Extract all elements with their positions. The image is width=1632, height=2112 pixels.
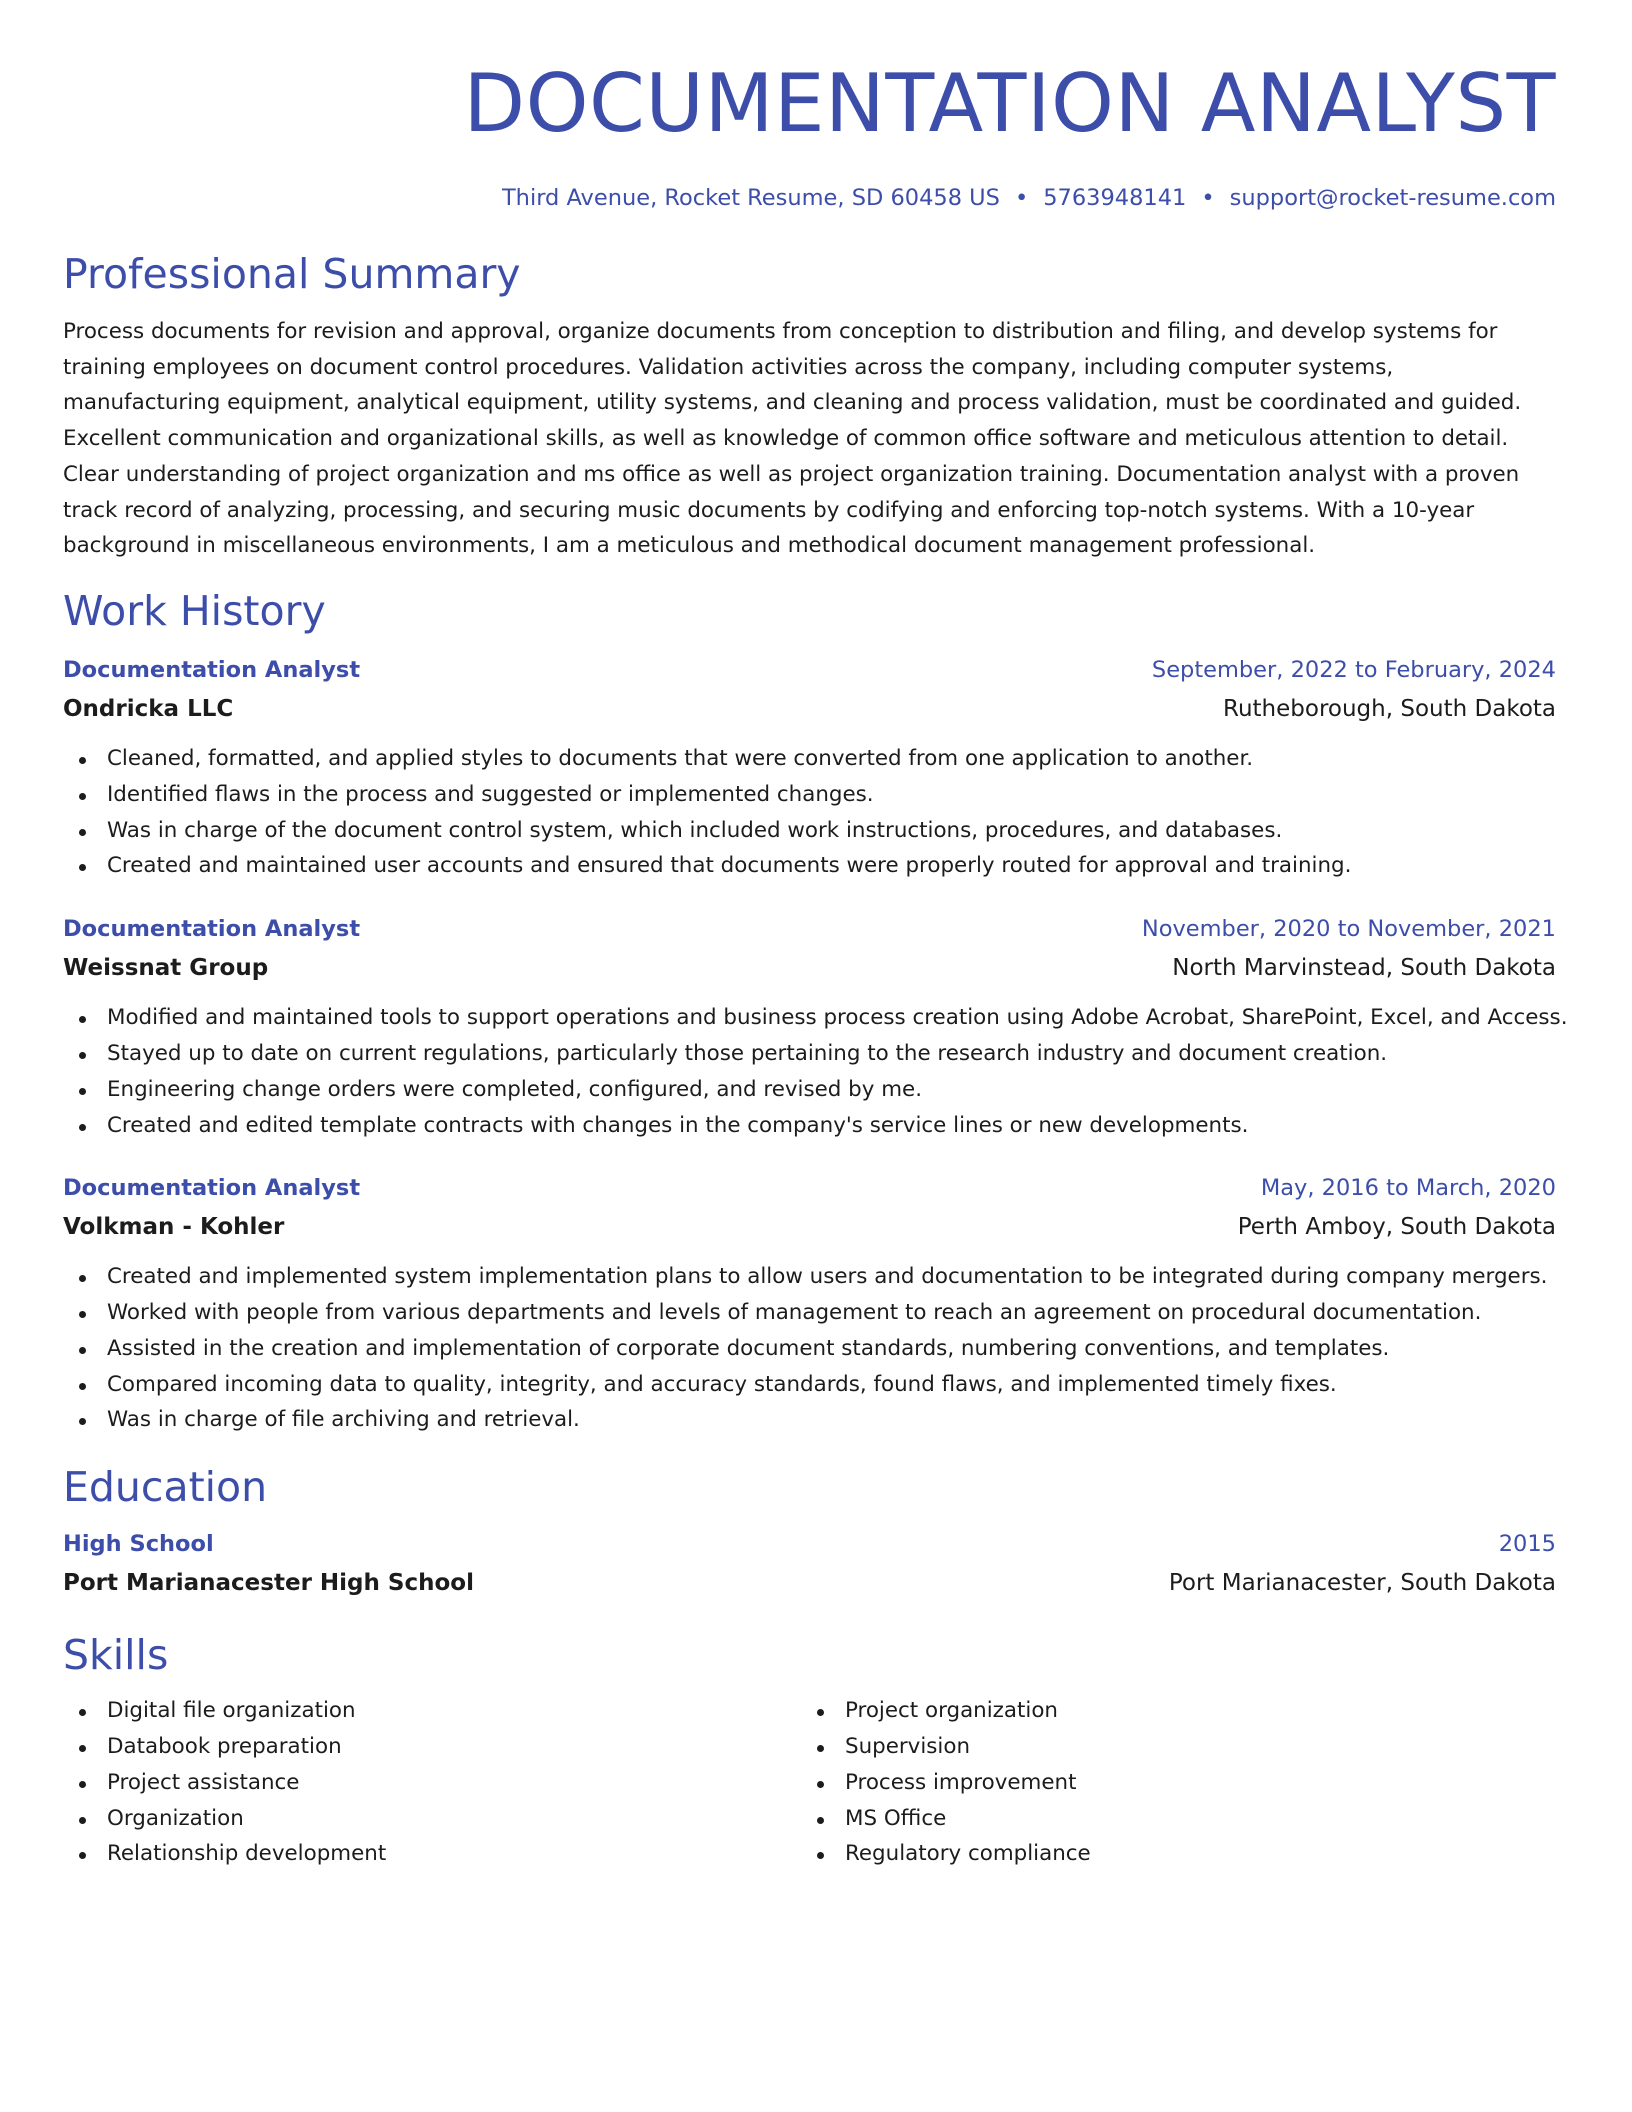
job-company: Volkman - Kohler	[63, 1214, 285, 1241]
job-bullet: Created and edited template contracts with changes in the company's service lines or new developments.	[63, 1108, 1556, 1144]
skill-item: Relationship development	[63, 1836, 801, 1872]
skills-left-list	[63, 1693, 801, 1872]
skill-item: Databook preparation	[63, 1729, 801, 1765]
skills-right-list	[801, 1693, 1539, 1872]
skill-item: Digital file organization	[63, 1693, 801, 1729]
resume-page	[63, 0, 1568, 1872]
job-bullet: Worked with people from various departments and levels of management to reach an agreement on procedural documentation.	[63, 1295, 1556, 1331]
contact-email: support@rocket-resume.com	[1229, 185, 1556, 211]
contact-line	[63, 182, 1556, 214]
education-year: 2015	[1498, 1531, 1556, 1558]
job-dates: September, 2022 to February, 2024	[1151, 656, 1556, 683]
job-company: Weissnat Group	[63, 955, 269, 982]
job-bullet: Created and implemented system implementation plans to allow users and documentation to be integrated during company mergers.	[63, 1259, 1556, 1295]
job-company-row	[63, 949, 1556, 988]
job-bullets	[63, 1259, 1556, 1438]
education-entry	[63, 1525, 1556, 1603]
job-bullet: Identified flaws in the process and suggested or implemented changes.	[63, 777, 1556, 813]
education-school: Port Marianacester High School	[63, 1570, 474, 1597]
job-company-row	[63, 1208, 1556, 1247]
skills-column-right	[801, 1693, 1539, 1872]
summary-heading: Professional Summary	[63, 250, 521, 298]
education-heading: Education	[63, 1463, 268, 1512]
job-entry	[63, 1169, 1556, 1438]
job-bullet: Was in charge of the document control system, which included work instructions, procedures, and databases.	[63, 813, 1556, 849]
skills-list	[63, 1693, 1556, 1872]
job-dates: May, 2016 to March, 2020	[1260, 1175, 1556, 1202]
job-role: Documentation Analyst	[63, 916, 361, 943]
job-entry	[63, 910, 1568, 1143]
job-bullets	[63, 741, 1556, 884]
education-degree-row	[63, 1525, 1556, 1564]
skill-item: MS Office	[801, 1801, 1539, 1837]
contact-separator: •	[1201, 185, 1215, 211]
skill-item: Process improvement	[801, 1765, 1539, 1801]
job-location: Perth Amboy, South Dakota	[1237, 1214, 1556, 1241]
skills-heading: Skills	[63, 1631, 169, 1680]
skill-item: Regulatory compliance	[801, 1836, 1539, 1872]
skill-item: Organization	[63, 1801, 801, 1837]
job-location: Rutheborough, South Dakota	[1223, 695, 1556, 722]
contact-address: Third Avenue, Rocket Resume, SD 60458 US	[501, 185, 1000, 211]
job-bullet: Modified and maintained tools to support operations and business process creation using Adobe Acrobat, SharePoint, Excel, and Access.	[63, 1000, 1556, 1036]
job-bullet: Cleaned, formatted, and applied styles to documents that were converted from one application to another.	[63, 741, 1556, 777]
job-dates: November, 2020 to November, 2021	[1141, 916, 1556, 943]
job-location: North Marvinstead, South Dakota	[1172, 955, 1556, 982]
contact-phone: 5763948141	[1043, 185, 1187, 211]
summary-text: Process documents for revision and approval, organize documents from conception to distribution and filing, and develop systems for training employees on document control procedures. Validation activities across the company, including computer systems, manufacturing equipment, analytical equipment, utility systems, and cleaning and process validation, must be coordinated and guided. Excellent communication and organizational skills, as well as knowledge of common office software and meticulous attention to detail. Clear understanding of project organization and ms office as well as project organization training. Documentation analyst with a proven track record of analyzing, processing, and securing music documents by codifying and enforcing top-notch systems. With a 10-year background in miscellaneous environments, I am a meticulous and methodical document management professional.	[63, 319, 1522, 559]
job-bullet: Engineering change orders were completed, configured, and revised by me.	[63, 1072, 1556, 1108]
skill-item: Project assistance	[63, 1765, 801, 1801]
education-school-row	[63, 1564, 1556, 1603]
job-title-row	[63, 1169, 1556, 1208]
work-history-heading: Work History	[63, 586, 326, 635]
job-bullet: Stayed up to date on current regulations, particularly those pertaining to the research industry and document creation.	[63, 1036, 1556, 1072]
education-location: Port Marianacester, South Dakota	[1168, 1570, 1556, 1597]
skill-item: Project organization	[801, 1693, 1539, 1729]
resume-header	[63, 0, 1556, 214]
job-bullet: Was in charge of file archiving and retrieval.	[63, 1402, 1556, 1438]
education-degree: High School	[63, 1531, 214, 1558]
job-company: Ondricka LLC	[63, 695, 234, 722]
job-role: Documentation Analyst	[63, 1175, 361, 1202]
skill-item: Supervision	[801, 1729, 1539, 1765]
job-bullet: Compared incoming data to quality, integrity, and accuracy standards, found flaws, and implemented timely fixes.	[63, 1367, 1556, 1403]
job-title-row	[63, 651, 1556, 690]
job-bullets	[63, 1000, 1568, 1143]
job-title-row	[63, 910, 1556, 949]
job-entry	[63, 651, 1556, 884]
contact-separator: •	[1014, 185, 1029, 211]
resume-name: DOCUMENTATION ANALYST	[463, 57, 1556, 150]
skills-column-left	[63, 1693, 801, 1872]
job-bullet: Assisted in the creation and implementation of corporate document standards, numbering conventions, and templates.	[63, 1331, 1556, 1367]
job-role: Documentation Analyst	[63, 656, 361, 683]
job-company-row	[63, 690, 1556, 729]
job-bullet: Created and maintained user accounts and ensured that documents were properly routed for approval and training.	[63, 848, 1556, 884]
